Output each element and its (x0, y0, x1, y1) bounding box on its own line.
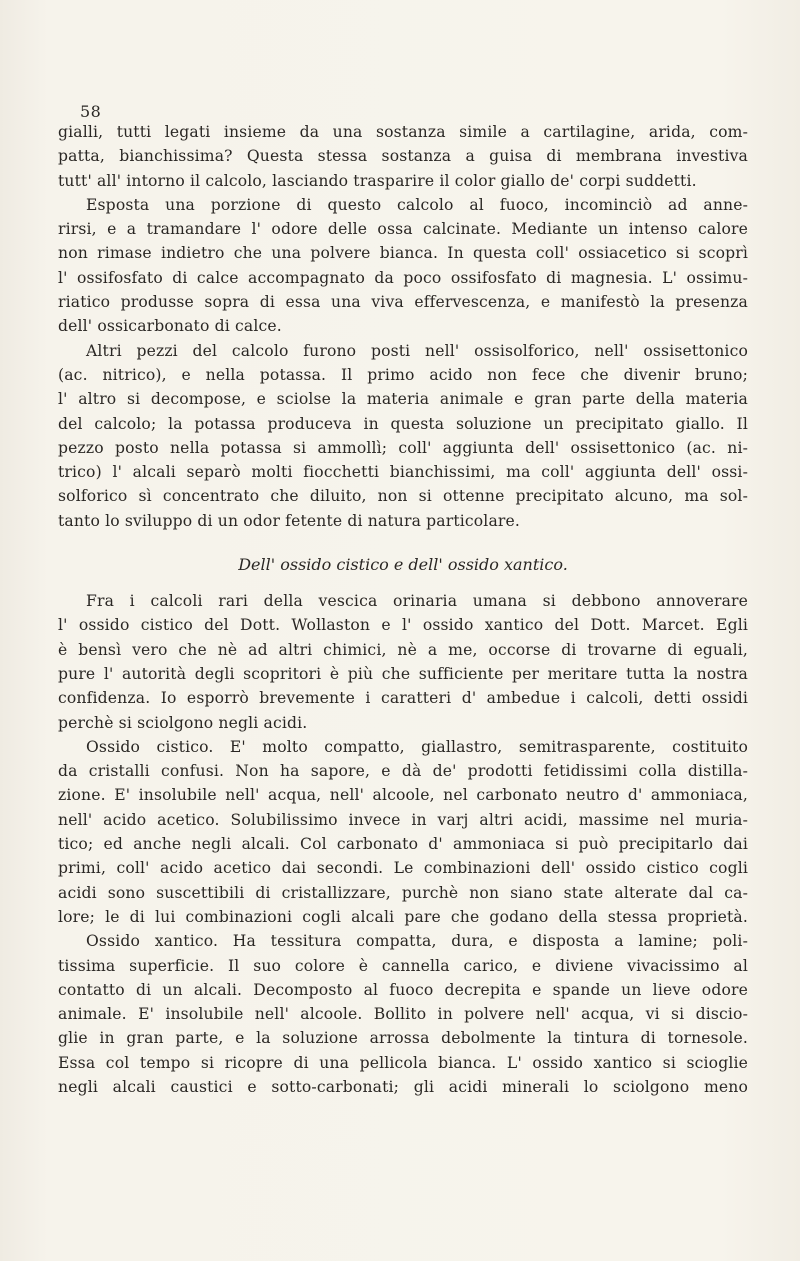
paragraph (58, 193, 748, 339)
text-line: Altri pezzi del calcolo furono posti nell' ossisolforico, nell' ossisettonico (86, 341, 748, 360)
text-line: dell' ossicarbonato di calce. (58, 317, 282, 336)
text-line: primi, coll' acido acetico dai secondi. Le combinazioni dell' ossido cistico cogli (58, 859, 748, 878)
text-line: l' altro si decompose, e sciolse la materia animale e gran parte della materia (58, 390, 748, 409)
text-line: è bensì vero che nè ad altri chimici, nè a me, occorse di trovarne di eguali, (58, 640, 748, 659)
text-line: lore; le di lui combinazioni cogli alcali pare che godano della stessa proprietà. (58, 907, 748, 926)
page-number: 58 (80, 102, 102, 121)
text-line: da cristalli confusi. Non ha sapore, e dà de' prodotti fetidissimi colla distilla- (58, 762, 748, 781)
text-line: tanto lo sviluppo di un odor fetente di natura particolare. (58, 511, 520, 530)
text-line: gialli, tutti legati insieme da una sostanza simile a cartilagine, arida, com- (58, 123, 748, 141)
text-line: Fra i calcoli rari della vescica orinaria umana si debbono annoverare (86, 592, 748, 611)
text-line: nell' acido acetico. Solubilissimo invece in varj altri acidi, massime nel muria- (58, 810, 748, 829)
text-line: l' ossido cistico del Dott. Wollaston e l' ossido xantico del Dott. Marcet. Egli (58, 616, 748, 635)
text-line: tico; ed anche negli alcali. Col carbonato d' ammoniaca si può precipitarlo dai (58, 835, 748, 854)
body-text (58, 120, 748, 1099)
text-line: animale. E' insolubile nell' alcoole. Bollito in polvere nell' acqua, vi si discio- (58, 1005, 748, 1024)
text-line: contatto di un alcali. Decomposto al fuoco decrepita e spande un lieve odore (58, 980, 748, 999)
text-line: Esposta una porzione di questo calcolo al fuoco, incominciò ad anne- (86, 195, 748, 214)
text-line: tissima superficie. Il suo colore è cannella carico, e diviene vivacissimo al (58, 956, 748, 975)
text-line: patta, bianchissima? Questa stessa sostanza a guisa di membrana investiva (58, 147, 748, 166)
text-line: acidi sono suscettibili di cristallizzare, purchè non siano state alterate dal ca- (58, 883, 748, 902)
text-line: pezzo posto nella potassa si ammollì; coll' aggiunta dell' ossisettonico (ac. ni- (58, 438, 748, 457)
paragraph (58, 589, 748, 735)
text-line: tutt' all' intorno il calcolo, lasciando trasparire il color giallo de' corpi suddetti. (58, 171, 697, 190)
text-line: non rimase indietro che una polvere bianca. In questa coll' ossiacetico si scoprì (58, 244, 748, 263)
text-line: glie in gran parte, e la soluzione arrossa debolmente la tintura di tornesole. (58, 1029, 748, 1048)
section-heading: Dell' ossido cistico e dell' ossido xantico. (238, 555, 568, 575)
text-line: (ac. nitrico), e nella potassa. Il primo acido non fece che divenir bruno; (58, 365, 748, 384)
text-line: rirsi, e a tramandare l' odore delle ossa calcinate. Mediante un intenso calore (58, 220, 748, 239)
paragraph (58, 120, 748, 193)
text-line: confidenza. Io esporrò brevemente i caratteri d' ambedue i calcoli, detti ossidi (58, 689, 748, 708)
text-line: riatico produsse sopra di essa una viva effervescenza, e manifestò la presenza (58, 293, 748, 312)
text-line: perchè si sciolgono negli acidi. (58, 713, 308, 732)
text-line: zione. E' insolubile nell' acqua, nell' alcoole, nel carbonato neutro d' ammoniaca, (58, 786, 748, 805)
text-line: negli alcali caustici e sotto-carbonati; gli acidi minerali lo sciolgono meno (58, 1077, 748, 1096)
text-line: Essa col tempo si ricopre di una pellicola bianca. L' ossido xantico si scioglie (58, 1053, 748, 1072)
paragraph (58, 735, 748, 929)
text-line: l' ossifosfato di calce accompagnato da poco ossifosfato di magnesia. L' ossimu- (58, 268, 748, 287)
paragraph (58, 929, 748, 1099)
text-line: Ossido xantico. Ha tessitura compatta, dura, e disposta a lamine; poli- (86, 932, 748, 951)
text-line: solforico sì concentrato che diluito, non si ottenne precipitato alcuno, ma sol- (58, 487, 748, 506)
text-line: pure l' autorità degli scopritori è più che sufficiente per meritare tutta la nostra (58, 664, 748, 683)
text-line: del calcolo; la potassa produceva in questa soluzione un precipitato giallo. Il (58, 414, 748, 433)
text-line: Ossido cistico. E' molto compatto, giallastro, semitrasparente, costituito (86, 737, 748, 756)
paragraph (58, 339, 748, 533)
text-line: trico) l' alcali separò molti fiocchetti bianchissimi, ma coll' aggiunta dell' ossi- (58, 463, 748, 482)
